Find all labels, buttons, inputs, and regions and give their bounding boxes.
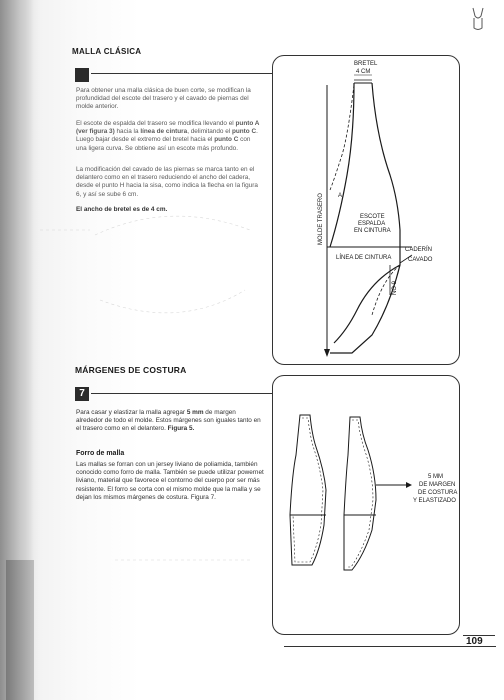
escote-label-2: ESPALDA: [358, 221, 386, 227]
step6-paragraph-3: La modificación del cavado de las piernas se marca tanto en el delantero como en el trasero reduciendo el ancho del cadera, desde el punto H hacia la sisa, como indica la flecha en la figura 6, y así se sube 6 cm.: [76, 166, 258, 198]
margin-label-1: 5 MM: [428, 474, 443, 480]
step-7-badge: 7: [75, 387, 89, 401]
step-rule: [91, 73, 277, 74]
step6-paragraph-4: El ancho de bretel es de 4 cm.: [76, 206, 168, 213]
section-header-title: MALLA CLÁSICA: [72, 47, 142, 56]
lining-subtitle: Forro de malla: [76, 450, 125, 457]
footer-rule: [284, 646, 496, 647]
page-number: 109: [466, 636, 483, 647]
step7-paragraph-1: Para casar y elastizar la malla agregar 5 mm de margen alrededor de todo el molde. Estos márgenes son iguales tanto en el trasero como en el delantero. Figura 5.: [76, 409, 261, 433]
step6-paragraph-2: El escote de espalda del trasero se modifica llevando el punto A (ver figura 3) hacia la línea de cintura, delimitando el punto C. Luego bajar desde el extremo del bretel hacia el punto C con una ligera curva. Se obtiene así un escote más profundo.: [76, 120, 260, 152]
margin-label-3: DE COSTURA: [418, 490, 458, 496]
margin-label-4: Y ELASTIZADO: [413, 498, 456, 504]
bretel-label: BRETEL: [354, 61, 378, 67]
cavado-label: CAVADO: [408, 257, 433, 263]
bretel-width-label: 4 CM: [356, 69, 371, 75]
step-badge: [75, 68, 89, 82]
figure-6-pattern: [272, 55, 458, 363]
point-a-label: A: [338, 193, 343, 199]
step6-paragraph-1: Para obtener una malla clásica de buen corte, se modifican la profundidad del escote del trasero y el cavado de piernas del molde anterior.: [76, 87, 251, 111]
step7-paragraph-2: Las mallas se forran con un jersey liviano de poliamida, también conocido como forro de malla. También se puede utilizar powernet liviano, material que favorece el contorno del cuerpo por ser más resistente. El forro se corta con el mismo molde que la malla y se dejan los mismos márgenes de costura. Figura 7.: [76, 461, 264, 501]
escote-label-3: EN CINTURA: [354, 228, 391, 234]
swimsuit-logo-icon: [470, 6, 486, 32]
molde-trasero-label: MOLDE TRASERO: [318, 193, 324, 245]
escote-label-1: ESCOTE: [360, 214, 385, 220]
margins-section-title: MÁRGENES DE COSTURA: [75, 365, 187, 375]
figure-7-pattern: [272, 375, 458, 633]
six-cm-label: NO 9: [392, 280, 398, 295]
caderin-label: CADERÍN: [405, 247, 433, 253]
waist-line-label: LÍNEA DE CINTURA: [336, 255, 392, 261]
step-7-rule: [91, 393, 277, 394]
margin-label-2: DE MARGEN: [419, 482, 456, 488]
